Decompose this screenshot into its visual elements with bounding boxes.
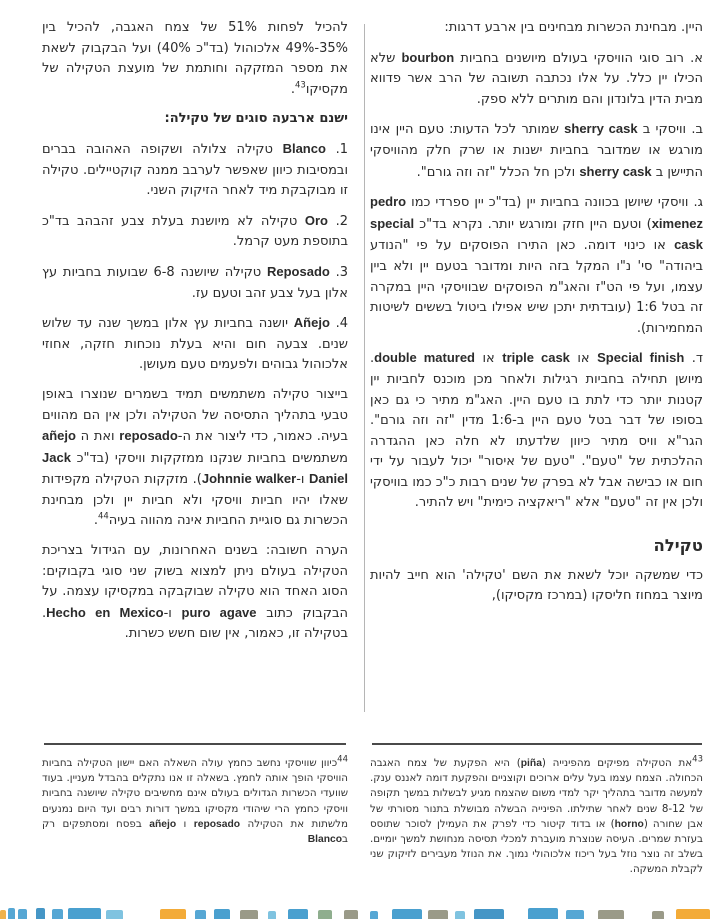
text-run: . בטקילה זו, כאמור, אין שום חשש כשרות. [42, 605, 348, 642]
grade-c-paragraph [370, 192, 703, 339]
latin-term: Blanco [307, 834, 343, 846]
footnote-marker: 44 [97, 512, 109, 523]
footnote-marker: 44 [337, 754, 348, 765]
column-left [42, 18, 348, 654]
text-run: ו- [296, 472, 309, 488]
tequila-type-3 [42, 262, 348, 304]
text-run: ) וטעם היין חזק ומורגש יותר. נקרא בד"כ [414, 216, 652, 232]
grade-b-paragraph [370, 119, 703, 183]
text-run: טקילה לא מיושנת בעלת צבע זהבהב בד"כ בתוספת מעט קרמל. [42, 213, 348, 250]
decor-block [566, 910, 584, 919]
text-run: ג. וויסקי שיושן בכוונה בחביות יין (בד"כ יין ספרדי כמו [406, 195, 703, 211]
latin-term: bourbon [401, 49, 455, 65]
decor-block [36, 908, 45, 919]
whisky-grades-intro [370, 18, 703, 39]
latin-term: puro agave [181, 604, 257, 620]
text-run: . [93, 513, 98, 529]
latin-term: reposado [193, 818, 241, 830]
latin-term: Special finish [597, 350, 685, 366]
decor-block [474, 909, 504, 919]
text-run: טקילה שיושנה 6-8 שבועות בחביות עץ אלון בעל צבע זהב וטעם עז. [42, 264, 348, 301]
text-run: ולכן חל הכלל "זה וזה גורם". [416, 164, 580, 180]
latin-term: double matured [374, 350, 476, 366]
tequila-type-1 [42, 139, 348, 202]
decor-block [8, 908, 15, 919]
text-run: ו [176, 817, 194, 830]
decor-block [268, 911, 276, 919]
grade-a-paragraph [370, 48, 703, 111]
footnote-44-text [42, 756, 348, 847]
grade-d-paragraph [370, 348, 703, 514]
text-run: בייצור טקילה משתמשים תמיד בשמרים שנוצרו באופן טבעי בתהליך התסיסה של הטקילה ולכן אין הם מהווים בעיה. כאמור, כדי ליצור את ה- [42, 386, 348, 445]
decor-block [0, 910, 6, 919]
latin-term: piña [520, 758, 542, 769]
text-run: בפסח ומסתפקים רק ב [42, 817, 348, 846]
latin-term: sherry cask [564, 121, 638, 137]
decor-block [318, 910, 332, 919]
text-run: יושנה בחביות עץ אלון במשך שנה עד שלוש שנים. צבעה חום והיא בעלת נוכחות חזקה, אחוזי אלכוהול גבוהים ולפעמים טעם מעושן. [42, 316, 348, 373]
decor-block [160, 909, 186, 919]
column-divider-line [364, 24, 365, 712]
text-run: 1. [325, 141, 349, 157]
latin-term: Johnnie walker [201, 471, 297, 487]
tequila-section-heading [370, 536, 703, 557]
latin-term: Jack Daniel [42, 449, 348, 487]
tequila-production-paragraph [42, 385, 348, 532]
tequila-intro-paragraph [370, 566, 703, 607]
decor-block [214, 909, 230, 919]
text-run: ) היא הפקעת של צמח האגבה הכחולה. הצמח עצמו בעל עלים ארוכים וקוצניים והפקעת דומה לאננס ענק. למעשה מדובר בתהליך יקר למדי משום שהצמח מגיע לבשלות במשך תקופה של 8-12 שנים לאחר שתילתו. הפינייה הבשלה מבושלת בתנור מסורתי של אבן שחורה ( [370, 757, 703, 830]
important-note-paragraph [42, 541, 348, 645]
text-run: כיוון שוויסקי נחשב כחמץ עולה השאלה האם יישון הטקילה בחביות הוויסקי הופך אותה לחמץ. בשאלה זו אנו נתקלים בהבדל מעניין. בעוד שוועדי הכשרות הגדולים בעולם אינם מחשיבים טקילה שיושנה בחביות וויסקי כחמץ הרי שיהודי מקסיקו במשך דורות רבים ועד היום נמנעים מלשתות את הטקילה [42, 757, 348, 830]
decor-block [652, 911, 664, 919]
latin-term: special cask [370, 215, 703, 253]
decor-block [18, 909, 27, 919]
text-run: ) או בדוד קיטור כדי לפרק את העמילן לסוכר שתוסס בעזרת שמרים. העיסה שנוצרת מועברת למכלי תסיסה מנחושת למשך יומיים. בשלב זה נוצר נוזל בעל ריכוז אלכוהולי נמוך. את הנוזל מעבירים לזיקוק שני לקבלת המשקה. [370, 817, 703, 876]
text-run: או [475, 351, 503, 367]
footnote-marker: 43 [692, 754, 703, 765]
text-run: כדי שמשקה יוכל לשאת את השם 'טקילה' הוא חייב להיות מיוצר במחוז חליסקו (במרכז מקסיקו), [370, 567, 703, 604]
text-run: טקילה צלולה ושקופה האהובה בברים ובמסיבות כיוון שאפשר לערבב ממנה קוקטיילים. טקילה זו מבוקבקת מיד לאחר הזיקוק השני. [42, 141, 348, 199]
decor-block [195, 910, 206, 919]
latin-term: añejo [42, 428, 76, 444]
footnote-44 [42, 756, 348, 847]
text-run: א. רוב סוגי הוויסקי בעולם מיושנים בחביות [454, 50, 703, 66]
text-run: או [569, 351, 598, 367]
footnote-separator-left [44, 743, 346, 745]
decor-block [106, 910, 123, 919]
footnote-43 [370, 756, 703, 878]
footnote-separator-right [372, 743, 702, 745]
latin-term: horno [614, 818, 644, 830]
decor-block [598, 910, 624, 919]
decor-block [676, 909, 710, 919]
text-run: הערה חשובה: בשנים האחרונות, עם הגידול בצריכת הטקילה בעולם ניתן למצוא בשוק שני סוגי בקבוקים: הסוג האחד הוא טקילה שבוקבקה במקסיקו עצמה. על הבקבוק כתוב [42, 543, 348, 621]
decor-block [344, 910, 358, 919]
text-run: . מיושן תחילה בחביות רגילות ולאחר מכן מוכנס לחביות יין קטנות יותר כדי לתת בו טעם היין. האג"מ מתיר כי גם כאן בסופו של דבר בטל טעם היין ב-1:6 מדין "זה וזה גורם". הגר"א וויס מתיר כיוון שלדעתו לא חלה כאן ההגדרה ההלכתית של "טעם". "טעם של איסור" יכול לעבור על ידי חום או כבישה אבל לא בפרק של שנים רבות כ"כ כמו בוויסקי ולכן אין זה "טעם" אלא "ריאקציה כימית" ויש להתיר. [370, 351, 703, 511]
text-run: ד. [684, 351, 703, 367]
decor-block [240, 910, 258, 919]
tequila-requirements-paragraph [42, 18, 348, 100]
text-run: שמותר לכל הדעות: טעם היין אינו מורגש או שמדובר בחביות ישנות או שרק חלק מהוויסקי התיישן ב [370, 122, 703, 180]
text-run: טקילה [653, 536, 703, 556]
text-run: 4. [329, 316, 349, 332]
tequila-type-2 [42, 211, 348, 253]
text-run: או כינוי דומה. כאן התירו הפוסקים על פי "הנודע ביהודה" סי' נ"ו המקל בזה היות ומדובר בטעם יין ולא ביין עצמו, ועל פי הט"ז והאג"מ הפוסקים שבוויסקי היין במקרה זה בטל 1:6 (עובדתית יתכן שיש אפילו ביטול בששים לשיטות המחמירות). [370, 238, 704, 336]
text-run: היין. מבחינת הכשרות מבחינים בין ארבע דרגות: [444, 20, 703, 35]
footnote-43-text [370, 756, 703, 878]
text-run: . [290, 81, 295, 97]
column-right [370, 18, 703, 616]
decor-block [370, 911, 378, 919]
latin-term: pedro ximenez [370, 194, 703, 231]
text-run: 3. [329, 264, 349, 280]
latin-term: triple cask [502, 350, 570, 366]
text-run: ישנם ארבעה סוגים של טקילה: [164, 111, 348, 127]
text-run: משתמשים בחביות שנקנו ממזקקות וויסקי (בד"כ [70, 450, 348, 466]
decor-block [392, 909, 422, 919]
decor-block [455, 911, 465, 919]
text-run: ). מזקקות הטקילה מקפידות שאלו יהיו חביות וויסקי ולא חביות יין ולכן מבחינת הכשרות גם סוגיית החביות אינה מהווה בעיה [42, 472, 348, 529]
text-run: ב. וויסקי ב [637, 122, 703, 138]
tequila-types-lead [42, 109, 348, 130]
decor-block [528, 908, 558, 919]
text-run: את הטקילה מפיקים מהפינייה ( [541, 757, 693, 769]
text-run: שלא הכילו יין כלל. על אלו נכתבה תשובה של הרב אשר פדווא מבית הדין בלונדון והם מותרים ללא ספק. [370, 50, 703, 107]
latin-term: Reposado [266, 263, 330, 279]
latin-term: Blanco [282, 140, 326, 156]
decor-block [288, 909, 308, 919]
latin-term: Oro [304, 212, 328, 228]
latin-term: Hecho en Mexico [46, 604, 164, 620]
decorative-image-strip [0, 903, 720, 919]
text-run: 2. [328, 213, 349, 229]
footnote-marker: 43 [295, 80, 306, 91]
decor-block [428, 910, 448, 919]
text-run: להכיל לפחות 51% של צמח האגבה, להכיל בין 35%-49% אלכוהול (בד"כ 40%) ועל הבקבוק לשאת את מספר המזקקה וחותמת של מועצת הטקילה של מקסיקו [42, 20, 348, 97]
tequila-type-4 [42, 313, 348, 376]
decor-block [68, 908, 101, 919]
latin-term: añejo [149, 818, 177, 830]
text-run: ואת ה [75, 429, 120, 445]
latin-term: sherry cask [579, 163, 652, 179]
latin-term: reposado [119, 428, 178, 444]
decor-block [52, 909, 63, 919]
text-run: ו- [163, 605, 182, 621]
latin-term: Añejo [293, 315, 330, 331]
